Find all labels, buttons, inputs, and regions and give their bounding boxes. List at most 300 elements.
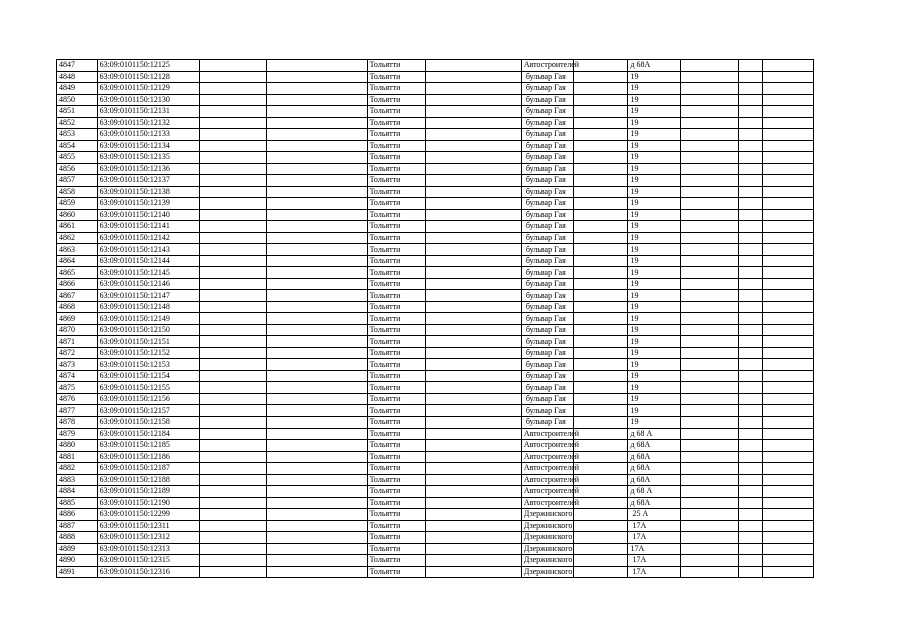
city-cell: Тольятти [367, 313, 425, 325]
empty-cell [199, 152, 266, 164]
street-cell: бульвар Гая [521, 393, 573, 405]
empty-cell [573, 486, 627, 498]
empty-cell [762, 509, 813, 521]
row-number-cell: 4890 [57, 555, 98, 567]
house-cell: 19 [628, 405, 680, 417]
street-cell: Дзержинского [521, 520, 573, 532]
empty-cell [762, 106, 813, 118]
row-number-cell: 4854 [57, 140, 98, 152]
empty-cell [199, 543, 266, 555]
city-cell: Тольятти [367, 198, 425, 210]
empty-cell [738, 117, 762, 129]
empty-cell [199, 278, 266, 290]
empty-cell [738, 440, 762, 452]
table-row [57, 175, 814, 187]
table-row [57, 244, 814, 256]
empty-cell [199, 566, 266, 578]
empty-cell [266, 497, 367, 509]
empty-cell [680, 497, 738, 509]
street-cell: бульвар Гая [521, 83, 573, 95]
street-cell: Автостроителей [521, 463, 573, 475]
empty-cell [762, 486, 813, 498]
row-number-cell: 4869 [57, 313, 98, 325]
empty-cell [199, 140, 266, 152]
cadastral-number-cell: 63:09:0101150:12189 [97, 486, 199, 498]
empty-cell [738, 163, 762, 175]
empty-cell [425, 463, 521, 475]
empty-cell [680, 359, 738, 371]
empty-cell [425, 117, 521, 129]
house-cell: 19 [628, 71, 680, 83]
house-cell: д 68А [628, 497, 680, 509]
cadastral-number-cell: 63:09:0101150:12143 [97, 244, 199, 256]
city-cell: Тольятти [367, 209, 425, 221]
empty-cell [199, 370, 266, 382]
empty-cell [680, 117, 738, 129]
house-cell: д 68 А [628, 428, 680, 440]
row-number-cell: 4855 [57, 152, 98, 164]
empty-cell [762, 463, 813, 475]
street-cell: бульвар Гая [521, 244, 573, 256]
table-row [57, 71, 814, 83]
cadastral-number-cell: 63:09:0101150:12147 [97, 290, 199, 302]
empty-cell [573, 474, 627, 486]
empty-cell [199, 497, 266, 509]
city-cell: Тольятти [367, 382, 425, 394]
house-cell: 19 [628, 94, 680, 106]
row-number-cell: 4866 [57, 278, 98, 290]
empty-cell [680, 255, 738, 267]
row-number-cell: 4867 [57, 290, 98, 302]
street-cell: бульвар Гая [521, 405, 573, 417]
empty-cell [762, 555, 813, 567]
house-cell: 19 [628, 198, 680, 210]
cadastral-number-cell: 63:09:0101150:12190 [97, 497, 199, 509]
empty-cell [199, 267, 266, 279]
empty-cell [573, 555, 627, 567]
street-cell: бульвар Гая [521, 117, 573, 129]
table-row [57, 463, 814, 475]
cadastral-number-cell: 63:09:0101150:12148 [97, 301, 199, 313]
empty-cell [266, 336, 367, 348]
empty-cell [266, 382, 367, 394]
house-cell: 19 [628, 324, 680, 336]
city-cell: Тольятти [367, 324, 425, 336]
empty-cell [425, 359, 521, 371]
empty-cell [762, 336, 813, 348]
empty-cell [680, 520, 738, 532]
street-cell: бульвар Гая [521, 221, 573, 233]
house-cell: 19 [628, 382, 680, 394]
empty-cell [425, 278, 521, 290]
table-row [57, 232, 814, 244]
empty-cell [738, 209, 762, 221]
empty-cell [425, 336, 521, 348]
empty-cell [573, 244, 627, 256]
empty-cell [573, 71, 627, 83]
street-cell: Автостроителей [521, 428, 573, 440]
empty-cell [266, 290, 367, 302]
row-number-cell: 4859 [57, 198, 98, 210]
table-row [57, 267, 814, 279]
empty-cell [199, 336, 266, 348]
empty-cell [738, 140, 762, 152]
empty-cell [199, 359, 266, 371]
row-number-cell: 4864 [57, 255, 98, 267]
empty-cell [425, 474, 521, 486]
empty-cell [762, 313, 813, 325]
empty-cell [266, 347, 367, 359]
empty-cell [680, 221, 738, 233]
house-cell: 19 [628, 163, 680, 175]
empty-cell [762, 152, 813, 164]
empty-cell [738, 520, 762, 532]
empty-cell [738, 497, 762, 509]
house-cell: 19 [628, 83, 680, 95]
row-number-cell: 4891 [57, 566, 98, 578]
house-cell: 19 [628, 301, 680, 313]
empty-cell [266, 313, 367, 325]
empty-cell [680, 152, 738, 164]
empty-cell [738, 416, 762, 428]
empty-cell [573, 221, 627, 233]
cadastral-number-cell: 63:09:0101150:12157 [97, 405, 199, 417]
row-number-cell: 4868 [57, 301, 98, 313]
empty-cell [680, 60, 738, 72]
empty-cell [680, 83, 738, 95]
cadastral-number-cell: 63:09:0101150:12315 [97, 555, 199, 567]
empty-cell [199, 347, 266, 359]
row-number-cell: 4847 [57, 60, 98, 72]
empty-cell [425, 244, 521, 256]
empty-cell [266, 232, 367, 244]
empty-cell [680, 232, 738, 244]
row-number-cell: 4876 [57, 393, 98, 405]
empty-cell [680, 267, 738, 279]
empty-cell [199, 532, 266, 544]
empty-cell [738, 83, 762, 95]
empty-cell [573, 94, 627, 106]
empty-cell [199, 313, 266, 325]
empty-cell [266, 359, 367, 371]
row-number-cell: 4887 [57, 520, 98, 532]
empty-cell [573, 163, 627, 175]
empty-cell [762, 370, 813, 382]
empty-cell [266, 140, 367, 152]
table-row [57, 106, 814, 118]
cadastral-number-cell: 63:09:0101150:12150 [97, 324, 199, 336]
empty-cell [680, 393, 738, 405]
empty-cell [738, 370, 762, 382]
empty-cell [266, 117, 367, 129]
empty-cell [680, 451, 738, 463]
empty-cell [762, 255, 813, 267]
house-cell: 19 [628, 416, 680, 428]
row-number-cell: 4879 [57, 428, 98, 440]
table-row [57, 405, 814, 417]
empty-cell [762, 566, 813, 578]
empty-cell [738, 106, 762, 118]
house-cell: 19 [628, 393, 680, 405]
row-number-cell: 4848 [57, 71, 98, 83]
table-row [57, 140, 814, 152]
row-number-cell: 4874 [57, 370, 98, 382]
empty-cell [573, 313, 627, 325]
empty-cell [680, 405, 738, 417]
empty-cell [680, 474, 738, 486]
empty-cell [266, 543, 367, 555]
table-row [57, 290, 814, 302]
cadastral-number-cell: 63:09:0101150:12129 [97, 83, 199, 95]
empty-cell [738, 175, 762, 187]
cadastral-number-cell: 63:09:0101150:12144 [97, 255, 199, 267]
empty-cell [199, 198, 266, 210]
cadastral-number-cell: 63:09:0101150:12133 [97, 129, 199, 141]
table-row [57, 555, 814, 567]
empty-cell [425, 71, 521, 83]
street-cell: бульвар Гая [521, 336, 573, 348]
empty-cell [199, 301, 266, 313]
empty-cell [762, 198, 813, 210]
table-row [57, 543, 814, 555]
street-cell: Дзержинского [521, 532, 573, 544]
city-cell: Тольятти [367, 232, 425, 244]
street-cell: бульвар Гая [521, 106, 573, 118]
empty-cell [573, 520, 627, 532]
city-cell: Тольятти [367, 255, 425, 267]
empty-cell [573, 543, 627, 555]
empty-cell [425, 221, 521, 233]
city-cell: Тольятти [367, 186, 425, 198]
empty-cell [425, 140, 521, 152]
empty-cell [199, 555, 266, 567]
empty-cell [573, 451, 627, 463]
empty-cell [680, 416, 738, 428]
empty-cell [762, 244, 813, 256]
row-number-cell: 4852 [57, 117, 98, 129]
empty-cell [680, 463, 738, 475]
empty-cell [266, 221, 367, 233]
table-row [57, 497, 814, 509]
empty-cell [680, 278, 738, 290]
empty-cell [738, 486, 762, 498]
cadastral-number-cell: 63:09:0101150:12136 [97, 163, 199, 175]
empty-cell [738, 336, 762, 348]
empty-cell [199, 393, 266, 405]
house-cell: д 68А [628, 451, 680, 463]
house-cell: 17А [628, 520, 680, 532]
city-cell: Тольятти [367, 347, 425, 359]
cadastral-number-cell: 63:09:0101150:12151 [97, 336, 199, 348]
empty-cell [266, 106, 367, 118]
street-cell: бульвар Гая [521, 209, 573, 221]
empty-cell [573, 393, 627, 405]
empty-cell [425, 163, 521, 175]
empty-cell [573, 140, 627, 152]
cadastral-number-cell: 63:09:0101150:12135 [97, 152, 199, 164]
street-cell: Автостроителей [521, 440, 573, 452]
empty-cell [762, 532, 813, 544]
empty-cell [425, 382, 521, 394]
empty-cell [762, 474, 813, 486]
city-cell: Тольятти [367, 60, 425, 72]
empty-cell [573, 255, 627, 267]
house-cell: 19 [628, 152, 680, 164]
empty-cell [680, 244, 738, 256]
empty-cell [738, 278, 762, 290]
city-cell: Тольятти [367, 509, 425, 521]
cadastral-number-cell: 63:09:0101150:12313 [97, 543, 199, 555]
city-cell: Тольятти [367, 163, 425, 175]
empty-cell [199, 324, 266, 336]
row-number-cell: 4861 [57, 221, 98, 233]
row-number-cell: 4851 [57, 106, 98, 118]
empty-cell [738, 532, 762, 544]
table-row [57, 278, 814, 290]
empty-cell [762, 416, 813, 428]
empty-cell [573, 60, 627, 72]
empty-cell [199, 94, 266, 106]
table-row [57, 163, 814, 175]
city-cell: Тольятти [367, 221, 425, 233]
row-number-cell: 4870 [57, 324, 98, 336]
cadastral-number-cell: 63:09:0101150:12132 [97, 117, 199, 129]
empty-cell [266, 301, 367, 313]
cadastral-number-cell: 63:09:0101150:12141 [97, 221, 199, 233]
empty-cell [738, 313, 762, 325]
empty-cell [573, 405, 627, 417]
empty-cell [680, 301, 738, 313]
empty-cell [762, 324, 813, 336]
row-number-cell: 4878 [57, 416, 98, 428]
table-row [57, 393, 814, 405]
empty-cell [425, 428, 521, 440]
row-number-cell: 4885 [57, 497, 98, 509]
empty-cell [762, 140, 813, 152]
empty-cell [738, 290, 762, 302]
cadastral-number-cell: 63:09:0101150:12131 [97, 106, 199, 118]
empty-cell [266, 474, 367, 486]
empty-cell [266, 324, 367, 336]
empty-cell [425, 543, 521, 555]
empty-cell [199, 129, 266, 141]
empty-cell [199, 175, 266, 187]
street-cell: бульвар Гая [521, 301, 573, 313]
empty-cell [573, 566, 627, 578]
house-cell: 19 [628, 106, 680, 118]
empty-cell [762, 347, 813, 359]
city-cell: Тольятти [367, 301, 425, 313]
city-cell: Тольятти [367, 129, 425, 141]
empty-cell [738, 301, 762, 313]
cadastral-number-cell: 63:09:0101150:12158 [97, 416, 199, 428]
house-cell: 17А [628, 532, 680, 544]
table-row [57, 83, 814, 95]
house-cell: д 68А [628, 60, 680, 72]
empty-cell [738, 555, 762, 567]
empty-cell [573, 497, 627, 509]
row-number-cell: 4863 [57, 244, 98, 256]
street-cell: Автостроителей [521, 497, 573, 509]
street-cell: бульвар Гая [521, 232, 573, 244]
empty-cell [266, 463, 367, 475]
house-cell: 17А [628, 566, 680, 578]
city-cell: Тольятти [367, 175, 425, 187]
cadastral-number-cell: 63:09:0101150:12149 [97, 313, 199, 325]
empty-cell [425, 416, 521, 428]
empty-cell [573, 359, 627, 371]
empty-cell [762, 71, 813, 83]
empty-cell [680, 175, 738, 187]
empty-cell [266, 60, 367, 72]
empty-cell [738, 393, 762, 405]
empty-cell [573, 83, 627, 95]
city-cell: Тольятти [367, 532, 425, 544]
cadastral-number-cell: 63:09:0101150:12140 [97, 209, 199, 221]
cadastral-number-cell: 63:09:0101150:12152 [97, 347, 199, 359]
house-cell: 19 [628, 221, 680, 233]
street-cell: бульвар Гая [521, 71, 573, 83]
empty-cell [266, 393, 367, 405]
table-row [57, 301, 814, 313]
empty-cell [266, 94, 367, 106]
empty-cell [266, 198, 367, 210]
empty-cell [573, 129, 627, 141]
empty-cell [680, 370, 738, 382]
empty-cell [573, 198, 627, 210]
row-number-cell: 4886 [57, 509, 98, 521]
cadastral-number-cell: 63:09:0101150:12125 [97, 60, 199, 72]
table-row [57, 209, 814, 221]
cadastral-number-cell: 63:09:0101150:12142 [97, 232, 199, 244]
empty-cell [573, 290, 627, 302]
table-row [57, 520, 814, 532]
table-row [57, 152, 814, 164]
table-row [57, 198, 814, 210]
empty-cell [266, 370, 367, 382]
empty-cell [738, 94, 762, 106]
house-cell: д 68 А [628, 486, 680, 498]
row-number-cell: 4860 [57, 209, 98, 221]
cadastral-number-cell: 63:09:0101150:12155 [97, 382, 199, 394]
table-row [57, 336, 814, 348]
empty-cell [199, 244, 266, 256]
empty-cell [573, 440, 627, 452]
cadastral-number-cell: 63:09:0101150:12137 [97, 175, 199, 187]
empty-cell [762, 359, 813, 371]
row-number-cell: 4862 [57, 232, 98, 244]
empty-cell [425, 60, 521, 72]
city-cell: Тольятти [367, 566, 425, 578]
empty-cell [762, 129, 813, 141]
empty-cell [266, 509, 367, 521]
row-number-cell: 4857 [57, 175, 98, 187]
empty-cell [573, 347, 627, 359]
cadastral-number-cell: 63:09:0101150:12138 [97, 186, 199, 198]
house-cell: 19 [628, 129, 680, 141]
street-cell: бульвар Гая [521, 198, 573, 210]
empty-cell [266, 209, 367, 221]
street-cell: Автостроителей [521, 451, 573, 463]
empty-cell [266, 175, 367, 187]
empty-cell [425, 232, 521, 244]
empty-cell [680, 94, 738, 106]
empty-cell [425, 83, 521, 95]
street-cell: Дзержинского [521, 543, 573, 555]
empty-cell [762, 83, 813, 95]
city-cell: Тольятти [367, 117, 425, 129]
empty-cell [573, 416, 627, 428]
